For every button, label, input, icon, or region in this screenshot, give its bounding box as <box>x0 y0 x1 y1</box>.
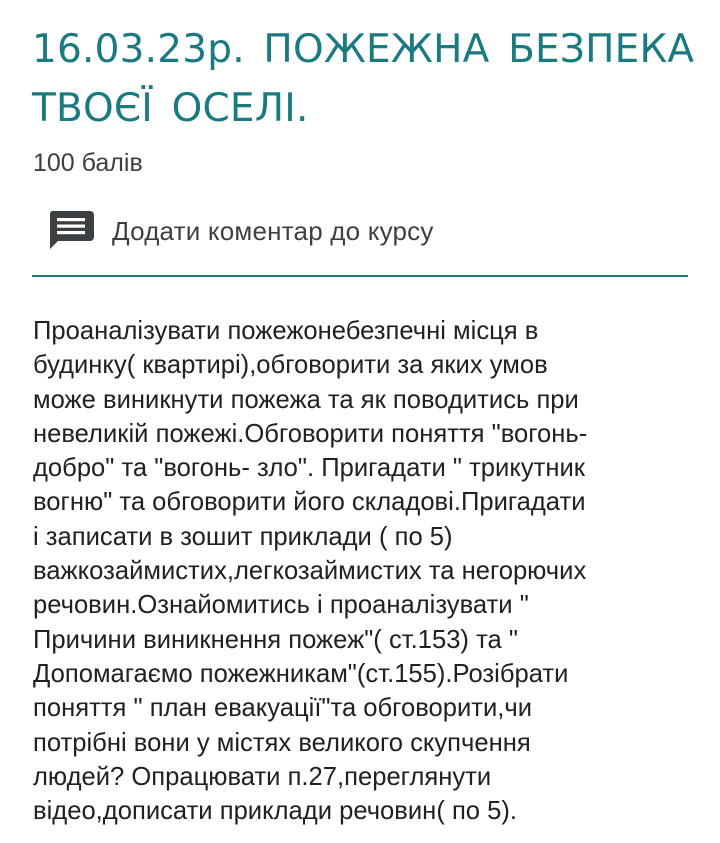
description-line: Причини виникнення пожеж"( ст.153) та " <box>33 625 518 654</box>
title-line: 16.03.23р. ПОЖЕЖНА БЕЗПЕКА <box>32 27 695 72</box>
description-line: і записати в зошит приклади ( по 5) <box>33 522 453 551</box>
assignment-title <box>32 20 695 138</box>
description-line: людей? Опрацювати п.27,переглянути <box>33 762 492 791</box>
divider <box>32 275 688 277</box>
add-comment-label: Додати коментар до курсу <box>112 215 434 246</box>
title-line: ТВОЄЇ ОСЕЛІ. <box>32 86 309 131</box>
description-line: Проаналізувати пожежонебезпечні місця в <box>33 317 539 345</box>
description-line: може виникнути пожежа та як поводитись при <box>33 385 579 414</box>
comment-icon <box>48 211 94 251</box>
description-line: добро" та "вогонь- зло". Пригадати " трикутник <box>33 454 585 483</box>
assignment-description <box>33 314 713 828</box>
description-line: потрібні вони у містях великого скупчення <box>33 728 531 757</box>
add-class-comment-button[interactable] <box>48 207 434 255</box>
description-line: вогню" та обговорити його складові.Пригадати <box>33 488 586 517</box>
description-line: речовин.Ознайомитись і проаналізувати " <box>33 591 529 620</box>
description-line: важкозаймистих,легкозаймистих та негорючих <box>33 557 587 586</box>
description-line: будинку( квартирі),обговорити за яких умов <box>33 351 548 380</box>
description-line: невеликій пожежі.Обговорити поняття "вогонь- <box>33 419 588 448</box>
points-label: 100 балів <box>33 149 143 177</box>
description-line: поняття " план евакуації"та обговорити,чи <box>33 694 533 723</box>
description-line: відео,дописати приклади речовин( по 5). <box>33 797 518 826</box>
description-line: Допомагаємо пожежникам"(ст.155).Розібрати <box>33 659 569 688</box>
